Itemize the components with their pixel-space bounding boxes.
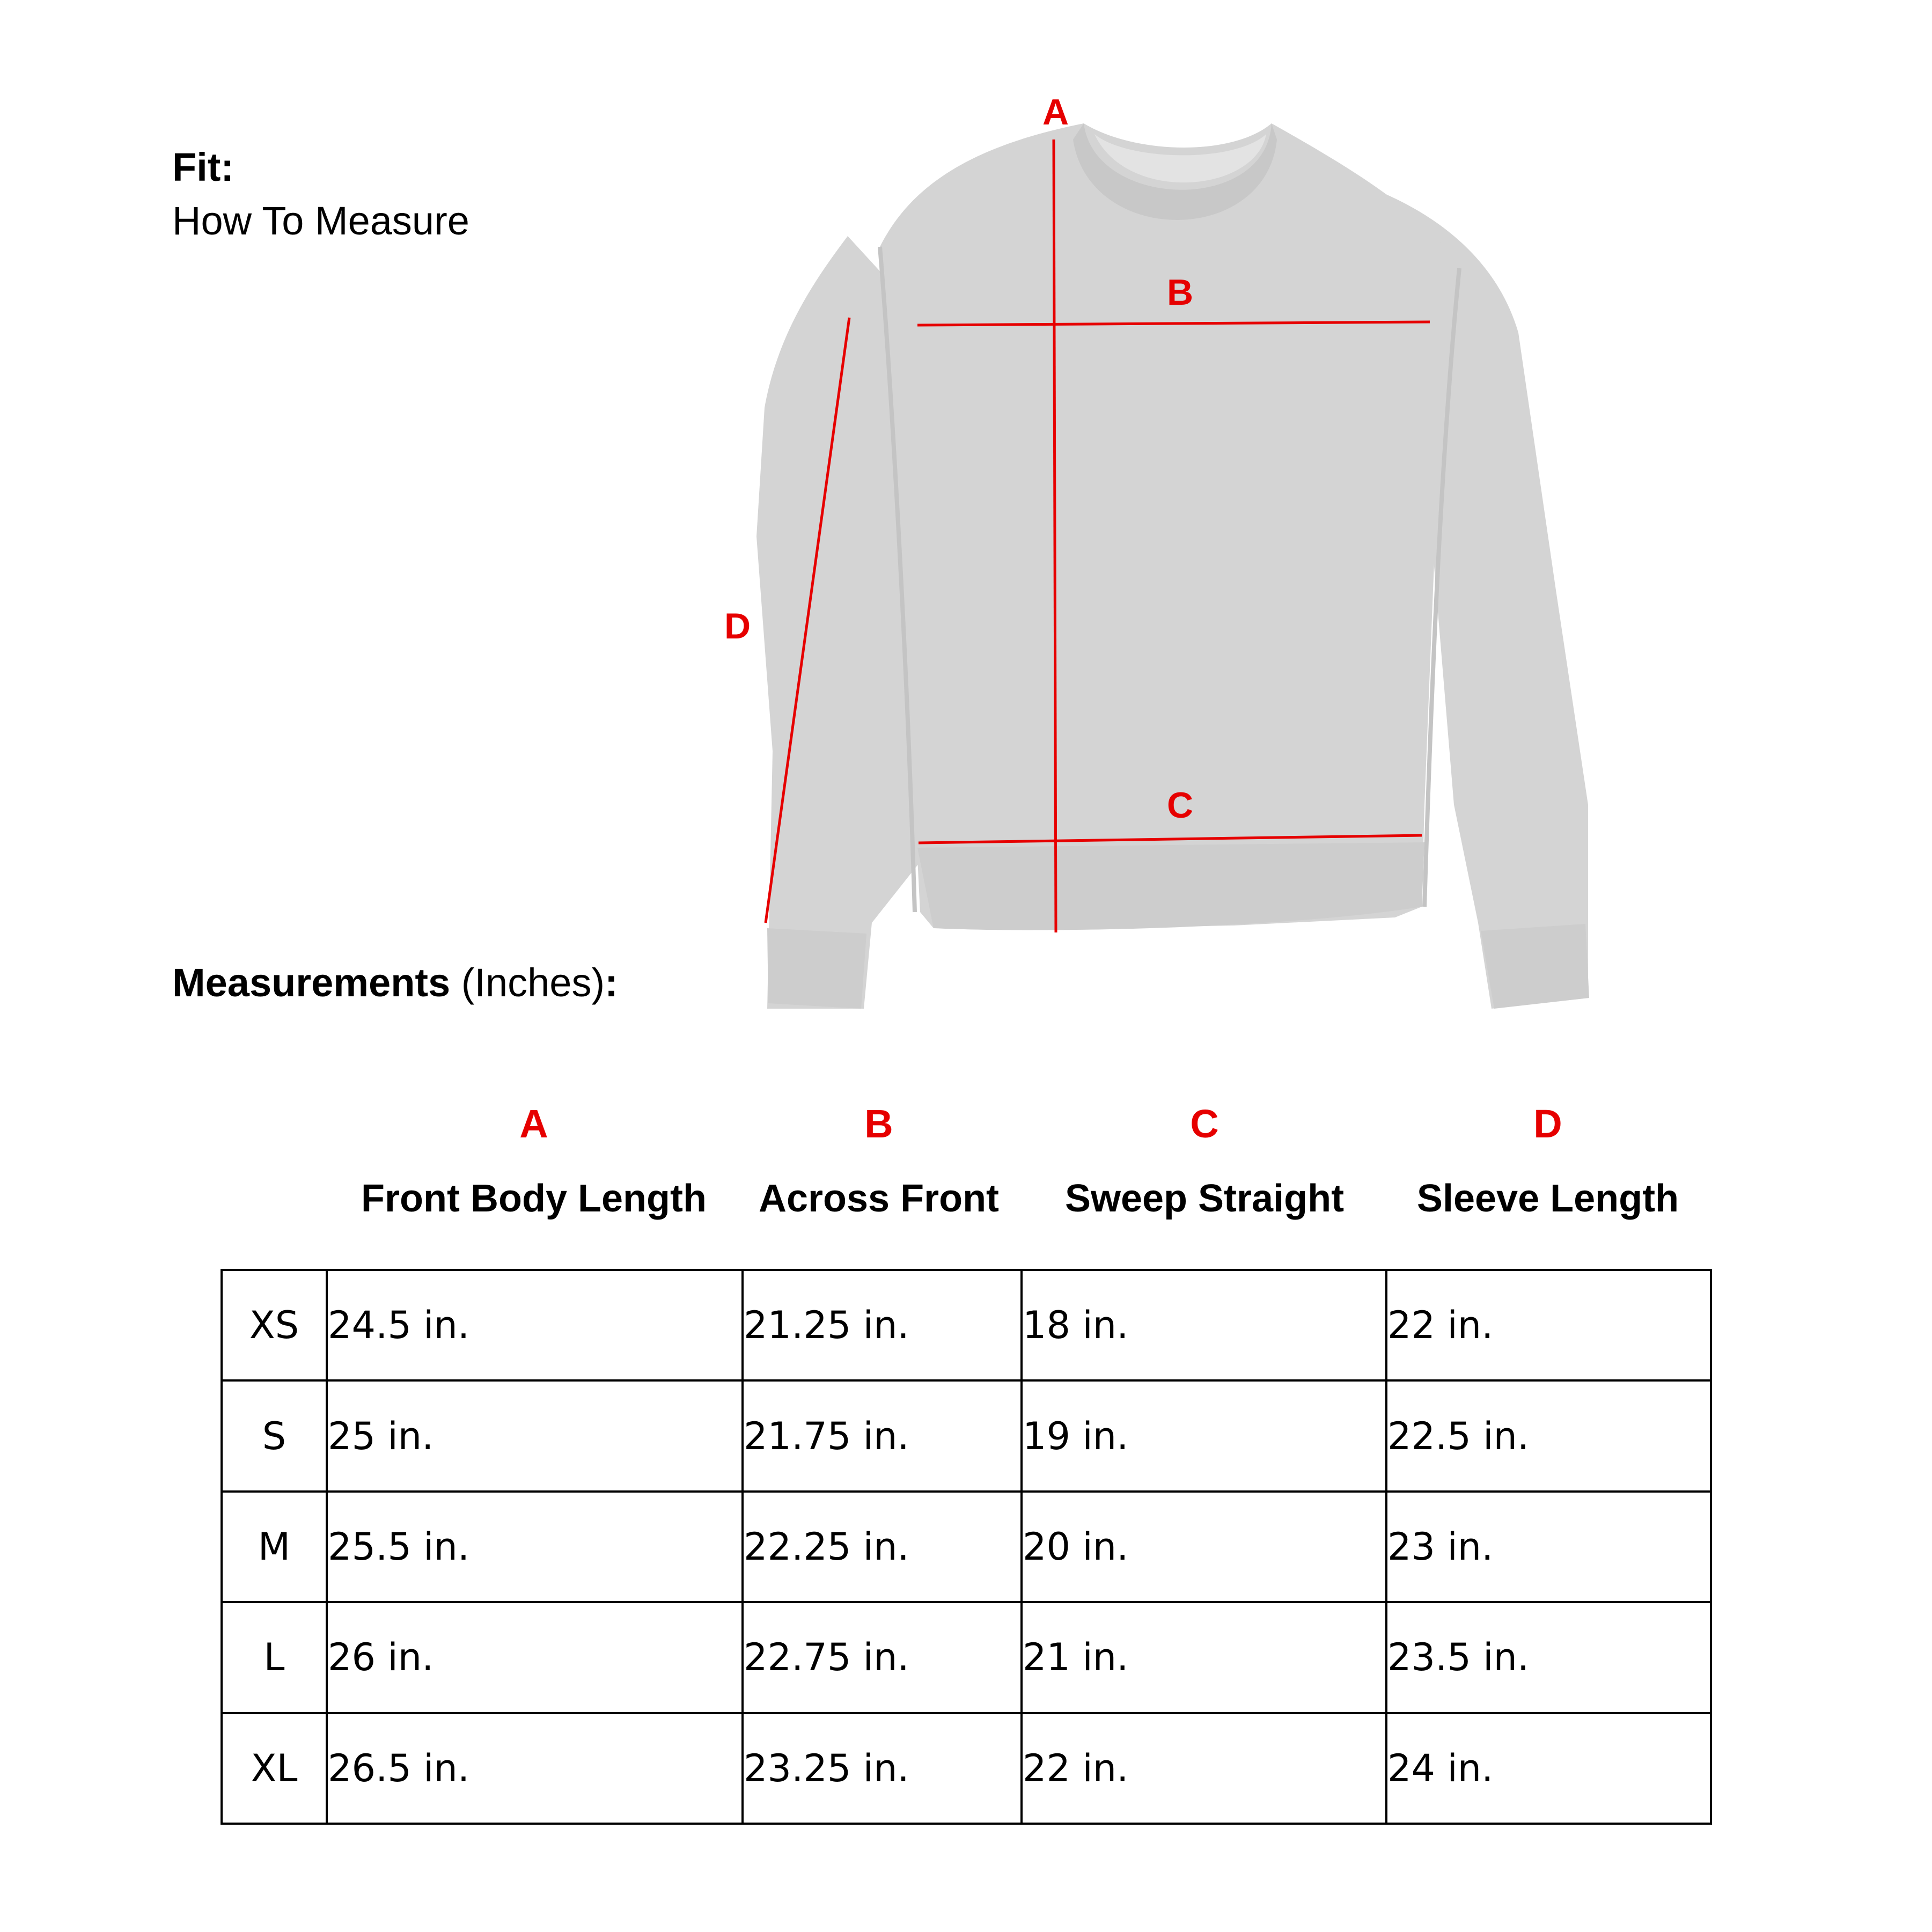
col-name-a: Front Body Length <box>361 1177 707 1220</box>
right-cuff <box>1481 924 1589 1009</box>
col-letter-a: A <box>519 1101 548 1146</box>
size-label: S <box>222 1380 327 1491</box>
value-sleeve-length: 22.5 in. <box>1386 1380 1711 1491</box>
left-cuff <box>767 928 866 1009</box>
value-front-body-length: 25.5 in. <box>327 1492 743 1602</box>
fit-title: Fit: <box>172 145 234 189</box>
size-label: XS <box>222 1270 327 1380</box>
col-name-b: Across Front <box>758 1177 1000 1220</box>
value-sleeve-length: 23 in. <box>1386 1492 1711 1602</box>
value-front-body-length: 26.5 in. <box>327 1713 743 1824</box>
value-across-front: 21.25 in. <box>743 1270 1022 1380</box>
value-sleeve-length: 22 in. <box>1386 1270 1711 1380</box>
measurements-label: Measurements <box>172 960 451 1005</box>
diagram-label-a: A <box>1042 92 1069 133</box>
value-front-body-length: 25 in. <box>327 1380 743 1491</box>
size-label: XL <box>222 1713 327 1824</box>
table-row <box>222 1713 1711 1824</box>
col-letter-d: D <box>1533 1101 1562 1146</box>
table-row <box>222 1602 1711 1713</box>
table-row <box>222 1270 1711 1380</box>
value-sweep-straight: 18 in. <box>1022 1270 1386 1380</box>
value-across-front: 22.25 in. <box>743 1492 1022 1602</box>
value-sweep-straight: 21 in. <box>1022 1602 1386 1713</box>
value-front-body-length: 24.5 in. <box>327 1270 743 1380</box>
value-sleeve-length: 23.5 in. <box>1386 1602 1711 1713</box>
measurements-unit: (Inches) <box>461 960 605 1005</box>
size-table <box>221 1269 1712 1825</box>
value-across-front: 23.25 in. <box>743 1713 1022 1824</box>
diagram-label-c: C <box>1167 785 1194 826</box>
size-label: M <box>222 1492 327 1602</box>
col-name-d: Sleeve Length <box>1416 1177 1679 1220</box>
col-letter-b: B <box>864 1101 893 1146</box>
value-sleeve-length: 24 in. <box>1386 1713 1711 1824</box>
diagram-label-b: B <box>1167 272 1194 313</box>
value-front-body-length: 26 in. <box>327 1602 743 1713</box>
diagram-label-d: D <box>724 606 751 647</box>
value-sweep-straight: 22 in. <box>1022 1713 1386 1824</box>
measurements-heading <box>172 960 618 1005</box>
table-row <box>222 1380 1711 1491</box>
col-letter-c: C <box>1190 1101 1219 1146</box>
value-sweep-straight: 19 in. <box>1022 1380 1386 1491</box>
value-across-front: 21.75 in. <box>743 1380 1022 1491</box>
value-across-front: 22.75 in. <box>743 1602 1022 1713</box>
col-name-c: Sweep Straight <box>1064 1177 1345 1220</box>
value-sweep-straight: 20 in. <box>1022 1492 1386 1602</box>
table-row <box>222 1492 1711 1602</box>
fit-subtitle: How To Measure <box>172 199 469 243</box>
measurements-colon: : <box>605 960 618 1005</box>
size-label: L <box>222 1602 327 1713</box>
